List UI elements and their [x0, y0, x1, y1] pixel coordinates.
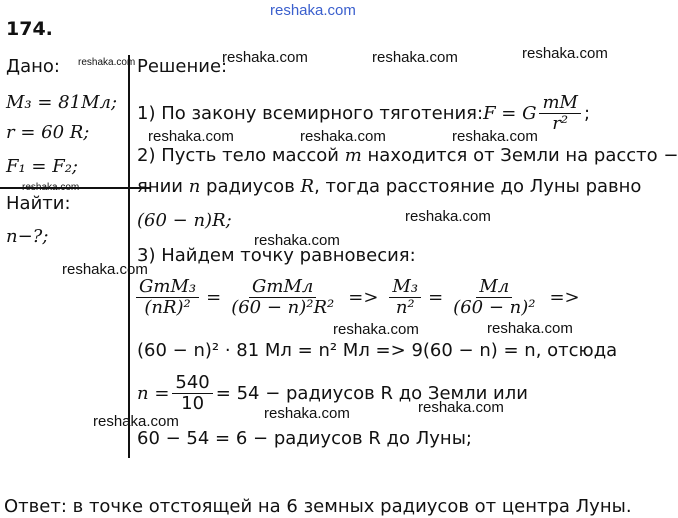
eq1-implies-1: => [348, 286, 379, 308]
eq1-fraction-3 [389, 277, 421, 318]
watermark[interactable]: reshaka.com [372, 49, 458, 66]
problem-number: 174. [6, 18, 53, 40]
step-2-text-e: , тогда расстояние до Луны равно [314, 176, 642, 197]
step-1-fraction [539, 93, 581, 134]
step-2-text-b: находится от Земли на рассто − [361, 145, 678, 166]
eq1-denominator-3: n² [395, 297, 415, 318]
step-1-text: 1) По закону всемирного тяготения: [137, 102, 484, 124]
step-2-text-a: 2) Пусть тело массой [137, 145, 345, 166]
eq3-right: = 54 − радиусов R до Земли или [215, 382, 528, 404]
eq3-fraction [172, 373, 212, 414]
watermark[interactable]: reshaka.com [418, 399, 504, 416]
eq1-denominator-4: (60 − n)² [453, 297, 536, 318]
step-2-var-R: R [300, 176, 315, 197]
step-2-var-n: n [188, 176, 201, 197]
eq1-fraction-2 [228, 277, 337, 318]
watermark[interactable]: reshaka.com [333, 321, 419, 338]
equation-1 [133, 277, 588, 318]
step-1-denominator: r² [552, 113, 569, 134]
watermark[interactable]: reshaka.com [522, 45, 608, 62]
step-2-line-1 [137, 145, 678, 167]
equation-4: 60 − 54 = 6 − радиусов R до Луны; [137, 428, 472, 449]
find-label: Найти: [6, 193, 71, 214]
watermark[interactable]: reshaka.com [300, 128, 386, 145]
eq1-equals-2: = [428, 286, 444, 308]
eq1-numerator-3: M₃ [389, 277, 421, 298]
step-2-text-d: радиусов [200, 176, 301, 197]
vertical-divider [128, 55, 130, 458]
step-3-text: 3) Найдем точку равновесия: [137, 245, 416, 266]
given-line-2: r = 60 R; [6, 122, 90, 143]
answer: Ответ: в точке отстоящей на 6 земных радиусов от центра Луны. [4, 496, 632, 517]
eq1-implies-2: => [549, 286, 580, 308]
given-line-3: F₁ = F₂; [6, 156, 78, 177]
watermark[interactable]: reshaka.com [62, 261, 148, 278]
watermark[interactable]: reshaka.com [78, 57, 136, 68]
watermark[interactable]: reshaka.com [148, 128, 234, 145]
watermark[interactable]: reshaka.com [222, 49, 308, 66]
eq3-numerator: 540 [172, 373, 212, 394]
watermark[interactable]: reshaka.com [254, 232, 340, 249]
watermark[interactable]: reshaka.com [264, 405, 350, 422]
step-2-line-3: (60 − n)R; [137, 210, 232, 231]
step-2-var-m: m [344, 145, 362, 166]
step-1-end: ; [583, 102, 591, 124]
given-label: Дано: [6, 56, 60, 77]
eq1-denominator-1: (nR)² [144, 297, 191, 318]
eq3-denominator: 10 [181, 393, 205, 414]
watermark[interactable]: reshaka.com [93, 413, 179, 430]
watermark-top[interactable]: reshaka.com [270, 2, 356, 19]
eq1-fraction-1 [136, 277, 199, 318]
given-line-1: M₃ = 81Mл; [6, 92, 118, 113]
solution-label: Решение: [137, 56, 228, 77]
step-2-text-c: янии [137, 176, 189, 197]
eq1-numerator-4: Mл [476, 277, 512, 298]
eq1-numerator-2: GmMл [249, 277, 316, 298]
watermark[interactable]: reshaka.com [405, 208, 491, 225]
step-2-line-2 [137, 176, 641, 198]
find-value: n−?; [6, 226, 49, 247]
watermark[interactable]: reshaka.com [22, 182, 80, 193]
eq3-left: n = [137, 382, 170, 404]
eq1-numerator-1: GmM₃ [136, 277, 199, 298]
step-1-formula-left: F = G [483, 102, 537, 124]
eq1-fraction-4 [450, 277, 538, 318]
eq1-denominator-2: (60 − n)²R² [231, 297, 335, 318]
watermark[interactable]: reshaka.com [452, 128, 538, 145]
watermark[interactable]: reshaka.com [487, 320, 573, 337]
equation-2: (60 − n)² · 81 Mл = n² Mл => 9(60 − n) = n, отсюда [137, 340, 618, 361]
eq1-equals: = [206, 286, 222, 308]
step-1-numerator: mM [539, 93, 581, 114]
